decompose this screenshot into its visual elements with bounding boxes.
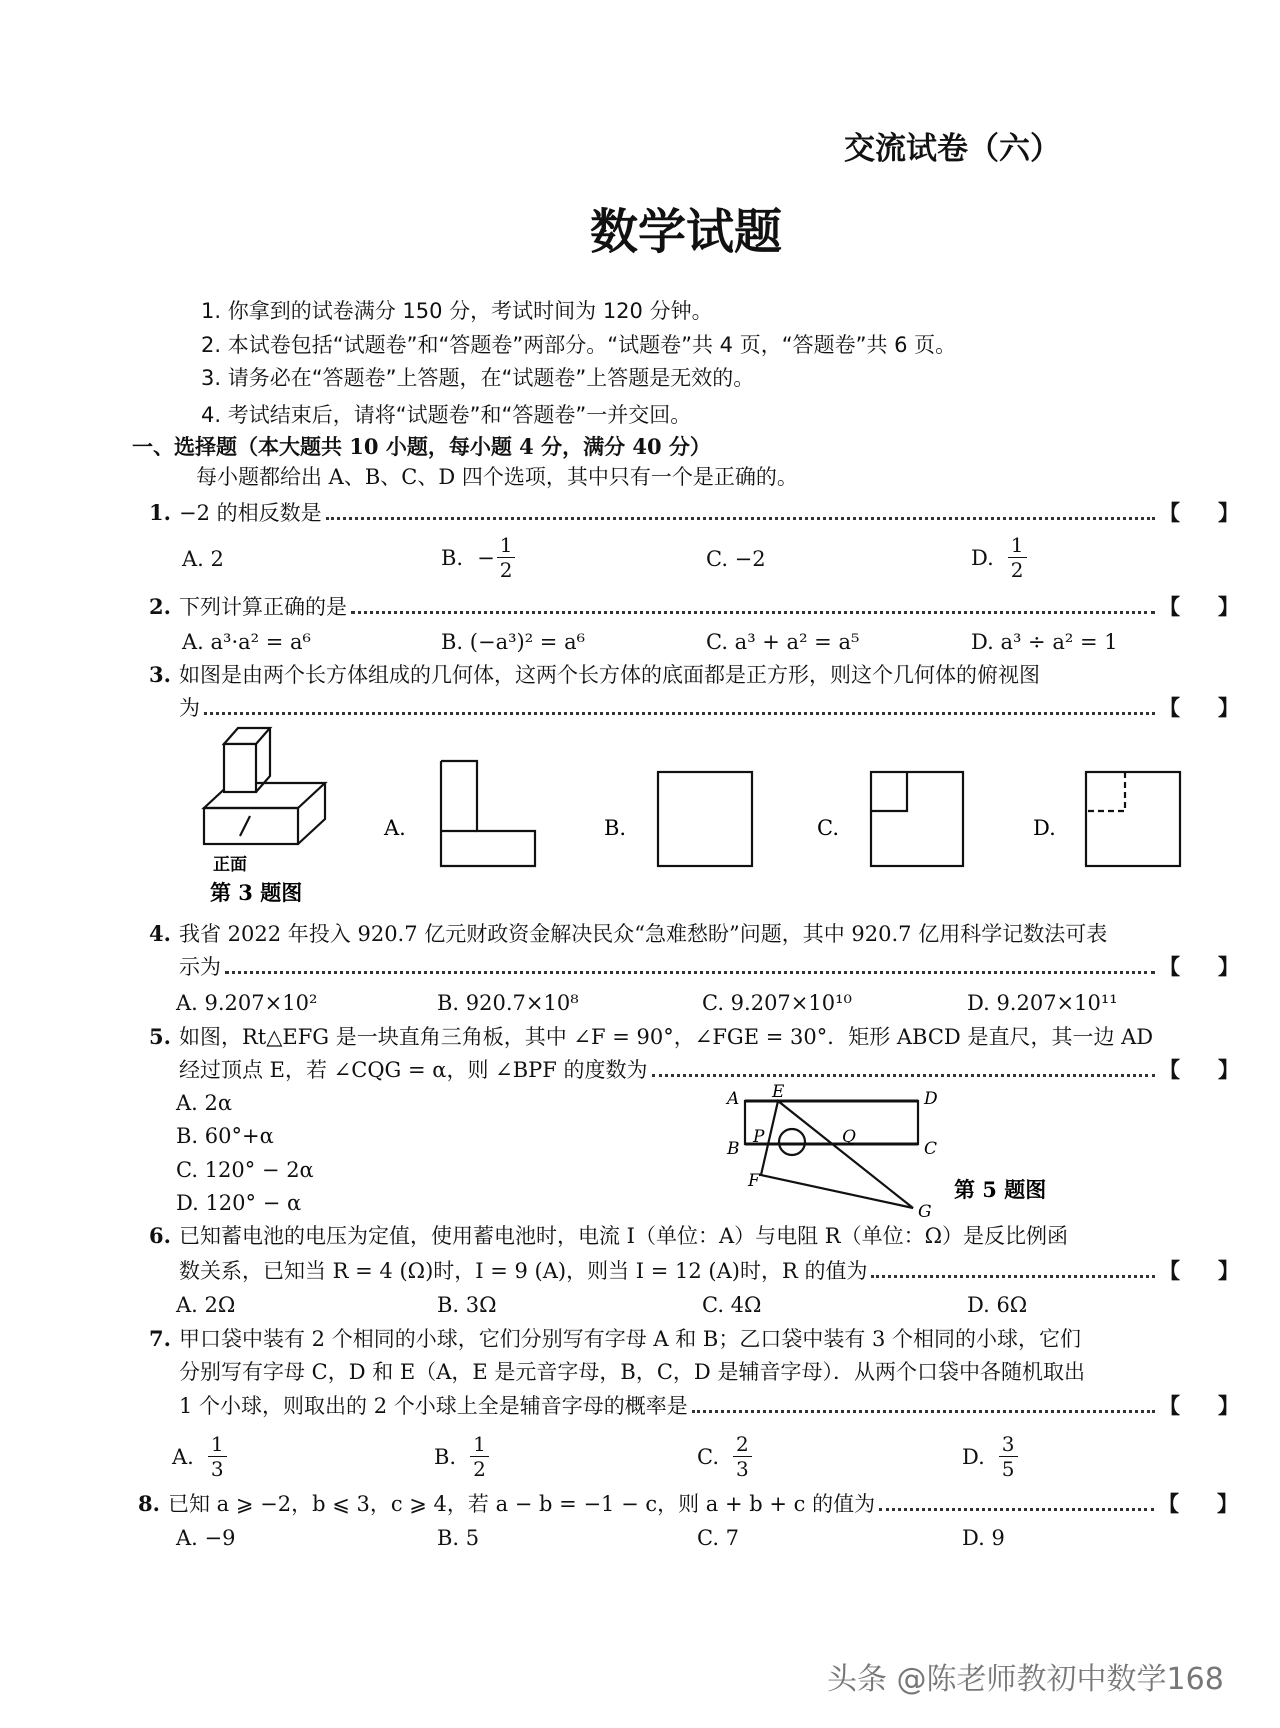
label-e: E (772, 1082, 785, 1102)
label-d: D (924, 1089, 938, 1109)
question-4-line-1 (149, 920, 1239, 948)
question-7-line-1 (149, 1325, 1239, 1353)
instruction-4: 4. 考试结束后，请将“试题卷”和“答题卷”一并交回。 (201, 403, 692, 427)
bracket-close: 】 (1218, 1258, 1239, 1283)
question-number: 7. (149, 1326, 171, 1351)
q7-option-d (962, 1432, 1018, 1481)
question-text: 分别写有字母 C，D 和 E（A，E 是元音字母，B，C，D 是辅音字母）．从两个口袋中各随机取出 (179, 1360, 1085, 1384)
label-a: A (727, 1089, 740, 1109)
option-text: A. 2 (182, 547, 224, 571)
dot-leader (225, 971, 1155, 974)
numerator: 1 (1008, 533, 1027, 558)
q3-option-c-shape (871, 772, 963, 866)
bracket-close: 】 (1218, 695, 1239, 720)
q2-option-c: C. a³ + a² = a⁵ (706, 630, 860, 654)
q5-option-a: A. 2α (176, 1091, 233, 1115)
figure-5-labels (725, 1082, 938, 1222)
option-label: B. (441, 545, 464, 570)
question-text: 经过顶点 E，若 ∠CQG = α，则 ∠BPF 的度数为 (179, 1058, 648, 1082)
option-label: D. (971, 545, 994, 570)
label-f: F (748, 1171, 760, 1191)
label-g: G (918, 1202, 932, 1222)
question-number: 2. (149, 594, 171, 619)
q2-option-d: D. a³ ÷ a² = 1 (971, 630, 1118, 654)
fraction (208, 1432, 227, 1481)
question-text: 数关系，已知当 R = 4 (Ω)时，I = 9 (A)，则当 I = 12 (A)时，R 的值为 (179, 1259, 868, 1283)
bracket-open: 【 (1158, 1491, 1179, 1516)
question-6-line-2 (149, 1257, 1239, 1285)
label-b: B (727, 1139, 740, 1159)
q3-option-b-shape (658, 772, 752, 866)
question-text: 下列计算正确的是 (179, 595, 347, 619)
question-number: 6. (149, 1223, 171, 1248)
question-text: 示为 (179, 955, 221, 979)
option-label: D. (962, 1444, 985, 1469)
q3-option-b-label: B. (604, 816, 627, 840)
q6-option-b: B. 3Ω (437, 1293, 497, 1317)
question-number: 8. (138, 1491, 160, 1516)
page-title: 数学试题 (590, 204, 783, 260)
section-title: 一、选择题（本大题共 10 小题，每小题 4 分，满分 40 分） (132, 434, 711, 459)
dot-leader (652, 1074, 1155, 1077)
denominator: 2 (1010, 558, 1024, 582)
label-p: P (753, 1127, 765, 1147)
q7-option-a (172, 1432, 227, 1481)
question-text: 为 (179, 696, 200, 720)
question-6-line-1 (149, 1222, 1239, 1250)
bracket-open: 【 (1159, 1258, 1180, 1283)
numerator: 1 (497, 533, 516, 558)
section-note: 每小题都给出 A、B、C、D 四个选项，其中只有一个是正确的。 (196, 465, 798, 489)
ruler-abcd (745, 1101, 918, 1144)
bracket-close: 】 (1218, 1393, 1239, 1418)
q2-option-b: B. (−a³)² = a⁶ (441, 630, 586, 654)
question-text: 甲口袋中装有 2 个相同的小球，它们分别写有字母 A 和 B；乙口袋中装有 3 个相同的小球，它们 (179, 1327, 1082, 1351)
q4-option-c: C. 9.207×10¹⁰ (702, 991, 852, 1015)
triangle-hole (779, 1129, 805, 1155)
q8-option-d: D. 9 (962, 1526, 1005, 1550)
bracket-open: 【 (1159, 500, 1180, 525)
numerator: 1 (208, 1432, 227, 1457)
figure-5-caption: 第 5 题图 (954, 1177, 1047, 1202)
label-c: C (924, 1139, 938, 1159)
bracket-open: 【 (1159, 954, 1180, 979)
bracket-close: 】 (1217, 1491, 1238, 1516)
q8-option-c: C. 7 (697, 1526, 740, 1550)
arrow (240, 816, 250, 836)
answer-bracket[interactable] (1158, 1490, 1238, 1518)
q6-option-d: D. 6Ω (967, 1293, 1028, 1317)
denominator: 3 (210, 1457, 224, 1481)
bracket-open: 【 (1159, 594, 1180, 619)
bracket-close: 】 (1218, 594, 1239, 619)
q5-option-c: C. 120° − 2α (176, 1158, 314, 1182)
option-label: B. (434, 1444, 457, 1469)
question-text: −2 的相反数是 (179, 501, 322, 525)
answer-bracket[interactable] (1159, 1257, 1239, 1285)
question-text: 如图是由两个长方体组成的几何体，这两个长方体的底面都是正方形，则这个几何体的俯视图 (179, 663, 1040, 687)
bracket-open: 【 (1159, 695, 1180, 720)
watermark: 头条 @陈老师教初中数学168 (827, 1662, 1224, 1697)
question-text: 已知 a ⩾ −2，b ⩽ 3，c ⩾ 4，若 a − b = −1 − c，则 a + b + c 的值为 (168, 1492, 876, 1516)
fraction (470, 1432, 489, 1481)
minus-sign: − (477, 545, 495, 570)
question-text: 如图，Rt△EFG 是一块直角三角板，其中 ∠F = 90°，∠FGE = 30°．矩形 ABCD 是直尺，其一边 AD (179, 1025, 1154, 1049)
question-text: 我省 2022 年投入 920.7 亿元财政资金解决民众“急难愁盼”问题，其中 920.7 亿用科学记数法可表 (179, 922, 1108, 946)
bracket-close: 】 (1218, 1057, 1239, 1082)
q4-option-d: D. 9.207×10¹¹ (967, 991, 1118, 1015)
numerator: 2 (733, 1432, 752, 1457)
question-number: 3. (149, 662, 171, 687)
dot-leader (692, 1410, 1155, 1413)
instruction-2: 2. 本试卷包括“试题卷”和“答题卷”两部分。“试题卷”共 4 页，“答题卷”共 6 页。 (201, 333, 957, 357)
bracket-open: 【 (1159, 1393, 1180, 1418)
answer-bracket[interactable] (1159, 1392, 1239, 1420)
q2-option-a: A. a³·a² = a⁶ (182, 630, 311, 654)
dot-leader (879, 1508, 1154, 1511)
q3-option-d-shape (1086, 772, 1180, 866)
denominator: 2 (473, 1457, 486, 1481)
bracket-open: 【 (1159, 1057, 1180, 1082)
instruction-3: 3. 请务必在“答题卷”上答题，在“试题卷”上答题是无效的。 (201, 366, 755, 390)
question-7-line-2 (149, 1358, 1239, 1386)
q7-option-b (434, 1432, 489, 1481)
q6-option-c: C. 4Ω (702, 1293, 762, 1317)
q3-option-c-label: C. (817, 816, 839, 840)
q4-option-a: A. 9.207×10² (176, 991, 318, 1015)
numerator: 1 (470, 1432, 489, 1457)
q6-option-a: A. 2Ω (176, 1293, 236, 1317)
figure-3-caption: 第 3 题图 (210, 880, 303, 905)
instruction-1: 1. 你拿到的试卷满分 150 分，考试时间为 120 分钟。 (201, 299, 713, 323)
answer-bracket[interactable] (1159, 1056, 1239, 1084)
label-q: Q (842, 1127, 856, 1147)
question-text: 已知蓄电池的电压为定值，使用蓄电池时，电流 I（单位：A）与电阻 R（单位：Ω）是反比例函 (179, 1224, 1069, 1248)
bracket-close: 】 (1218, 954, 1239, 979)
q5-option-d: D. 120° − α (176, 1191, 302, 1215)
fraction (733, 1432, 752, 1481)
paper-series: 交流试卷（六） (844, 131, 1061, 167)
fraction (999, 1432, 1018, 1481)
q4-option-b: B. 920.7×10⁸ (437, 991, 579, 1015)
bracket-close: 】 (1218, 500, 1239, 525)
numerator: 3 (999, 1432, 1018, 1457)
figure-5 (745, 1101, 918, 1208)
q3-option-a-shape (441, 761, 535, 866)
question-number: 4. (149, 921, 171, 946)
question-number: 1. (149, 500, 171, 525)
question-5-line-1 (149, 1023, 1239, 1051)
front-label: 正面 (213, 855, 247, 875)
q3-option-d-label: D. (1033, 816, 1056, 840)
dot-leader (871, 1275, 1155, 1278)
q8-option-a: A. −9 (176, 1526, 236, 1550)
question-5-line-2 (149, 1056, 1239, 1084)
q7-option-c (697, 1432, 752, 1481)
question-7-line-3 (149, 1392, 1239, 1420)
denominator: 2 (499, 558, 513, 582)
question-4-line-2 (149, 953, 1239, 981)
q5-option-b: B. 60°+α (176, 1124, 274, 1148)
denominator: 5 (1001, 1457, 1015, 1481)
question-text: 1 个小球，则取出的 2 个小球上全是辅音字母的概率是 (179, 1394, 688, 1418)
question-number: 5. (149, 1024, 171, 1049)
option-label: C. (697, 1444, 719, 1469)
option-text: C. −2 (706, 547, 766, 571)
triangle-efg (761, 1101, 913, 1208)
option-label: A. (172, 1444, 194, 1469)
figure-3-solid (204, 728, 325, 844)
denominator: 3 (736, 1457, 749, 1481)
q8-option-b: B. 5 (437, 1526, 480, 1550)
answer-bracket[interactable] (1159, 953, 1239, 981)
q3-option-a-label: A. (384, 816, 406, 840)
question-8 (138, 1490, 1238, 1518)
